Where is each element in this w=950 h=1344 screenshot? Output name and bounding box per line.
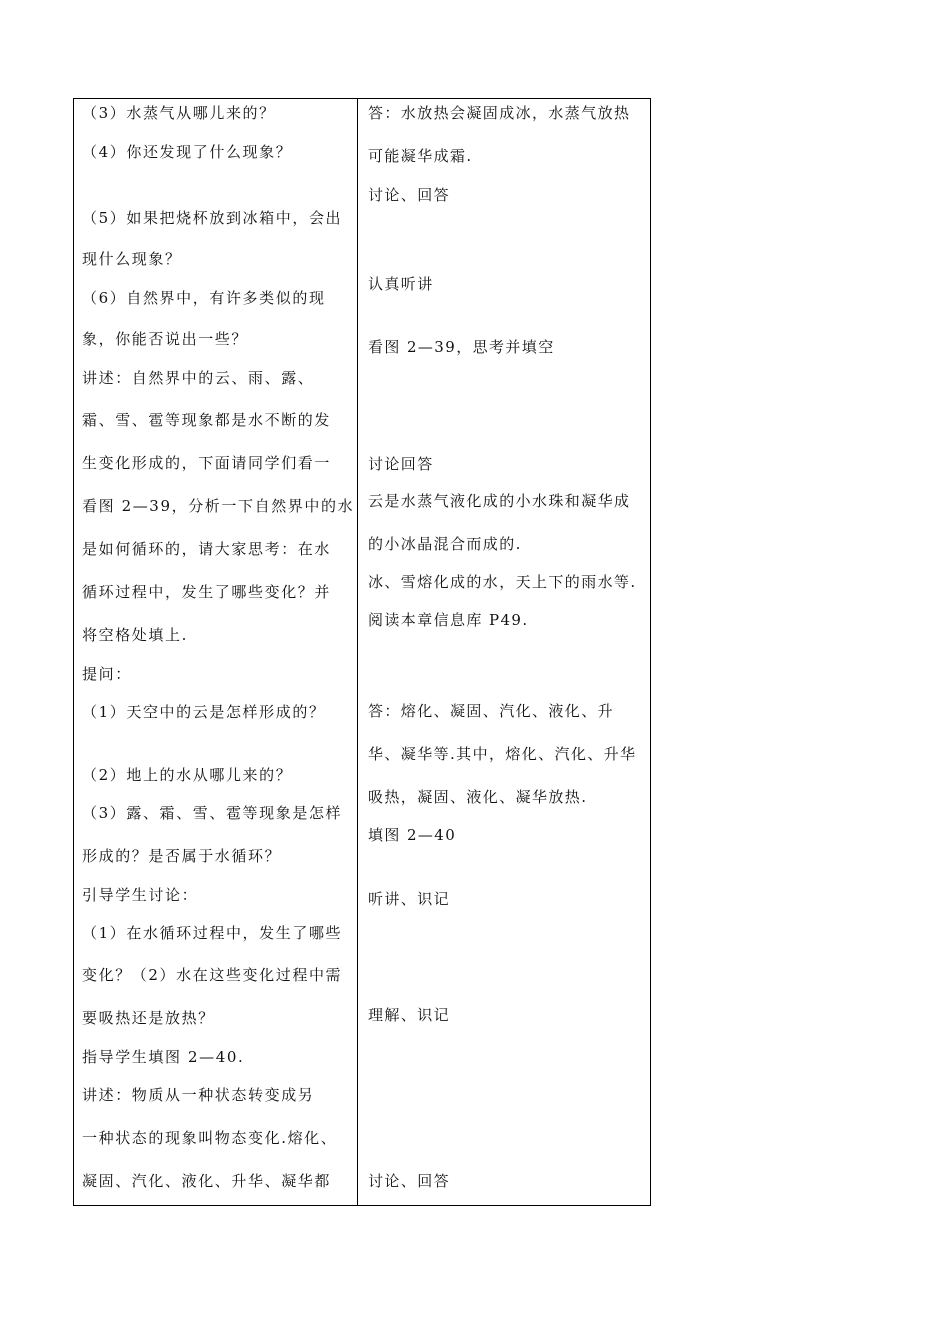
teacher-text-line: 要吸热还是放热？ [82, 1009, 215, 1027]
teacher-text-line: 循环过程中，发生了哪些变化？并 [82, 583, 332, 601]
teacher-text-line: （5）如果把烧杯放到冰箱中，会出 [82, 209, 343, 227]
teacher-text-line: （3）露、霜、雪、雹等现象是怎样 [82, 804, 343, 822]
teacher-text-line: （2）地上的水从哪儿来的？ [82, 766, 293, 784]
student-text-line: 讨论、回答 [368, 186, 451, 204]
student-text-line: 讨论、回答 [368, 1172, 451, 1190]
student-text-line: 听讲、识记 [368, 890, 451, 908]
teacher-text-line: 一种状态的现象叫物态变化.熔化、 [82, 1129, 338, 1147]
teacher-text-line: （3）水蒸气从哪儿来的？ [82, 104, 276, 122]
teacher-text-line: （1）在水循环过程中，发生了哪些 [82, 924, 343, 942]
teacher-text-line: 变化？（2）水在这些变化过程中需 [82, 966, 343, 984]
student-text-line: 吸热，凝固、液化、凝华放热. [368, 788, 588, 806]
teacher-text-line: 看图 2—39，分析一下自然界中的水 [82, 497, 355, 515]
teacher-text-line: 是如何循环的，请大家思考：在水 [82, 540, 332, 558]
teacher-text-line: （6）自然界中，有许多类似的现 [82, 289, 326, 307]
student-text-line: 讨论回答 [368, 455, 434, 473]
student-text-line: 答：熔化、凝固、汽化、液化、升 [368, 702, 615, 720]
student-text-line: 理解、识记 [368, 1006, 451, 1024]
student-text-line: 华、凝华等.其中，熔化、汽化、升华 [368, 745, 637, 763]
teacher-text-line: 将空格处填上. [82, 626, 188, 644]
student-text-line: 冰、雪熔化成的水，天上下的雨水等. [368, 573, 637, 591]
teacher-text-line: 凝固、汽化、液化、升华、凝华都 [82, 1172, 332, 1190]
student-text-line: 看图 2—39，思考并填空 [368, 338, 555, 356]
student-text-line: 云是水蒸气液化成的小水珠和凝华成 [368, 492, 631, 510]
teacher-text-line: 讲述：物质从一种状态转变成另 [82, 1086, 315, 1104]
teacher-text-line: 形成的？是否属于水循环？ [82, 847, 282, 865]
column-divider [357, 99, 358, 1205]
teacher-text-line: 提问： [82, 665, 132, 683]
teacher-text-line: 现什么现象？ [82, 250, 182, 268]
teacher-text-line: 讲述：自然界中的云、雨、露、 [82, 369, 315, 387]
teacher-text-line: 霜、雪、雹等现象都是水不断的发 [82, 411, 332, 429]
teacher-text-line: 生变化形成的，下面请同学们看一 [82, 454, 332, 472]
teacher-text-line: （1）天空中的云是怎样形成的？ [82, 703, 326, 721]
teacher-text-line: 象，你能否说出一些？ [82, 330, 249, 348]
teacher-text-line: （4）你还发现了什么现象？ [82, 143, 293, 161]
student-text-line: 阅读本章信息库 P49. [368, 611, 529, 629]
student-text-line: 认真听讲 [368, 275, 434, 293]
student-text-line: 的小冰晶混合而成的. [368, 535, 522, 553]
student-text-line: 填图 2—40 [368, 826, 457, 844]
teacher-text-line: 引导学生讨论： [82, 886, 199, 904]
teacher-text-line: 指导学生填图 2—40. [82, 1048, 245, 1066]
student-text-line: 可能凝华成霜. [368, 147, 473, 165]
lesson-table [73, 98, 651, 1206]
student-text-line: 答：水放热会凝固成冰，水蒸气放热 [368, 104, 631, 122]
